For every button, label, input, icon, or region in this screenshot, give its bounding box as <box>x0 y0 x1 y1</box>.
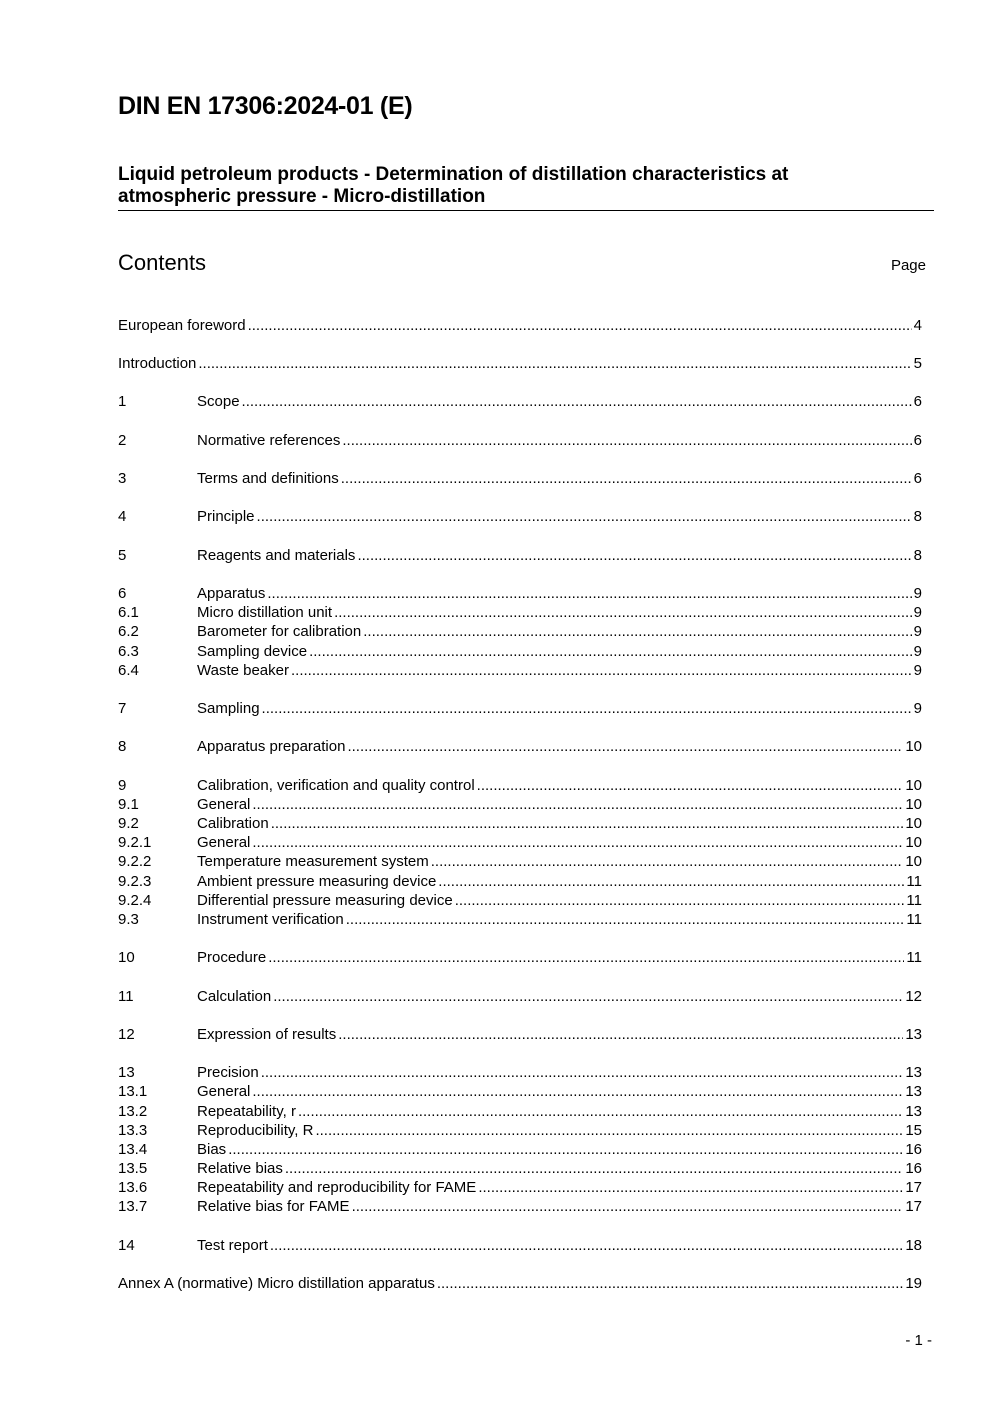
toc-entry-title: Differential pressure measuring device <box>197 892 453 909</box>
toc-entry-title: Sampling <box>197 700 260 717</box>
toc-dot-leader <box>437 1274 903 1293</box>
toc-entry[interactable] <box>118 603 922 622</box>
toc-dot-leader <box>270 1236 903 1255</box>
toc-entry-page: 10 <box>905 834 922 851</box>
toc-dot-leader <box>455 891 905 910</box>
toc-entry-title: Apparatus preparation <box>197 738 346 755</box>
toc-entry[interactable] <box>118 642 922 661</box>
toc-entry-page: 6 <box>913 432 922 449</box>
toc-dot-leader <box>271 814 904 833</box>
toc-entry-title: General <box>197 834 251 851</box>
toc-entry-number: 13.7 <box>118 1198 148 1215</box>
toc-entry-title: Annex A (normative) Micro distillation apparatus <box>118 1275 435 1292</box>
toc-entry-number: 9 <box>118 777 127 794</box>
toc-entry-title: Expression of results <box>197 1026 337 1043</box>
toc-dot-leader <box>338 1025 903 1044</box>
toc-dot-leader <box>341 469 912 488</box>
toc-entry-page: 10 <box>905 853 922 870</box>
toc-dot-leader <box>478 1178 903 1197</box>
toc-entry[interactable] <box>118 1140 922 1159</box>
toc-entry-title: Relative bias for FAME <box>197 1198 350 1215</box>
toc-entry[interactable] <box>118 891 922 910</box>
toc-entry-number: 9.2.3 <box>118 873 152 890</box>
toc-entry-title: Scope <box>197 393 240 410</box>
toc-entry-number: 13.1 <box>118 1083 148 1100</box>
toc-entry[interactable] <box>118 316 922 335</box>
toc-dot-leader <box>315 1121 903 1140</box>
toc-entry-title: Calibration <box>197 815 269 832</box>
toc-entry[interactable] <box>118 910 922 929</box>
toc-entry[interactable] <box>118 1121 922 1140</box>
toc-dot-leader <box>291 661 912 680</box>
toc-entry-page: 6 <box>913 470 922 487</box>
toc-entry-title: Procedure <box>197 949 267 966</box>
toc-entry-page: 8 <box>913 508 922 525</box>
toc-entry-page: 13 <box>905 1083 922 1100</box>
toc-entry-number: 6.3 <box>118 643 139 660</box>
toc-entry-page: 15 <box>905 1122 922 1139</box>
page-column-label: Page <box>890 257 926 274</box>
toc-dot-leader <box>334 603 912 622</box>
toc-entry-title: Repeatability and reproducibility for FAME <box>197 1179 477 1196</box>
page-number: - 1 - <box>905 1332 932 1349</box>
toc-entry-number: 13.5 <box>118 1160 148 1177</box>
toc-entry[interactable] <box>118 1063 922 1082</box>
toc-dot-leader <box>342 431 911 450</box>
toc-entry-title: Principle <box>197 508 255 525</box>
toc-entry-title: Reagents and materials <box>197 547 356 564</box>
toc-entry[interactable] <box>118 507 922 526</box>
toc-entry-title: Calibration, verification and quality control <box>197 777 475 794</box>
toc-entry-title: Precision <box>197 1064 259 1081</box>
toc-entry-page: 9 <box>913 662 922 679</box>
toc-dot-leader <box>477 776 904 795</box>
toc-dot-leader <box>248 316 912 335</box>
toc-entry-title: Test report <box>197 1237 268 1254</box>
toc-entry-page: 13 <box>905 1026 922 1043</box>
toc-entry-page: 6 <box>913 393 922 410</box>
toc-entry-title: Barometer for calibration <box>197 623 362 640</box>
toc-entry-page: 17 <box>905 1179 922 1196</box>
toc-entry-title: Bias <box>197 1141 227 1158</box>
toc-entry[interactable] <box>118 833 922 852</box>
toc-entry[interactable] <box>118 852 922 871</box>
toc-entry-title: Reproducibility, R <box>197 1122 314 1139</box>
toc-entry[interactable] <box>118 1159 922 1178</box>
toc-dot-leader <box>252 1082 903 1101</box>
toc-entry-number: 13.6 <box>118 1179 148 1196</box>
toc-entry[interactable] <box>118 814 922 833</box>
toc-dot-leader <box>252 833 903 852</box>
toc-entry-number: 5 <box>118 547 127 564</box>
toc-dot-leader <box>198 354 911 373</box>
toc-entry[interactable] <box>118 354 922 373</box>
toc-dot-leader <box>431 852 904 871</box>
toc-entry[interactable] <box>118 872 922 891</box>
toc-entry-title: Ambient pressure measuring device <box>197 873 437 890</box>
toc-dot-leader <box>252 795 903 814</box>
toc-entry-page: 17 <box>905 1198 922 1215</box>
toc-entry-number: 8 <box>118 738 127 755</box>
toc-entry-number: 6.1 <box>118 604 139 621</box>
toc-entry-number: 12 <box>118 1026 135 1043</box>
toc-entry-number: 9.1 <box>118 796 139 813</box>
toc-entry-number: 1 <box>118 393 127 410</box>
toc-entry-number: 13.2 <box>118 1103 148 1120</box>
toc-entry-title: Waste beaker <box>197 662 289 679</box>
toc-entry-page: 11 <box>906 949 922 966</box>
toc-dot-leader <box>267 584 911 603</box>
toc-entry-page: 13 <box>905 1103 922 1120</box>
toc-dot-leader <box>285 1159 903 1178</box>
toc-dot-leader <box>257 507 912 526</box>
toc-entry-number: 6 <box>118 585 127 602</box>
toc-entry-title: Introduction <box>118 355 197 372</box>
toc-entry[interactable] <box>118 469 922 488</box>
toc-entry-number: 13.4 <box>118 1141 148 1158</box>
toc-entry-title: Temperature measurement system <box>197 853 429 870</box>
toc-entry-page: 11 <box>906 911 922 928</box>
toc-entry-page: 11 <box>906 892 922 909</box>
title-rule <box>118 210 934 211</box>
toc-dot-leader <box>242 392 912 411</box>
toc-entry-page: 4 <box>913 317 922 334</box>
toc-dot-leader <box>438 872 904 891</box>
toc-entry-page: 10 <box>905 738 922 755</box>
toc-entry-number: 3 <box>118 470 127 487</box>
toc-entry-number: 6.2 <box>118 623 139 640</box>
toc-entry-number: 11 <box>118 988 134 1005</box>
toc-entry[interactable] <box>118 737 922 756</box>
toc-entry-number: 7 <box>118 700 127 717</box>
toc-dot-leader <box>352 1197 904 1216</box>
toc-entry[interactable] <box>118 1197 922 1216</box>
toc-entry[interactable] <box>118 1236 922 1255</box>
toc-entry[interactable] <box>118 1082 922 1101</box>
toc-entry-page: 9 <box>913 604 922 621</box>
toc-entry-title: Normative references <box>197 432 341 449</box>
toc-entry-title: Calculation <box>197 988 272 1005</box>
toc-dot-leader <box>268 948 904 967</box>
toc-dot-leader <box>309 642 912 661</box>
toc-entry[interactable] <box>118 1178 922 1197</box>
toc-entry-page: 13 <box>905 1064 922 1081</box>
toc-entry-page: 9 <box>913 623 922 640</box>
toc-entry-page: 9 <box>913 643 922 660</box>
toc-entry-number: 13 <box>118 1064 135 1081</box>
toc-entry-number: 6.4 <box>118 662 139 679</box>
toc-entry-number: 13.3 <box>118 1122 148 1139</box>
toc-entry[interactable] <box>118 584 922 603</box>
toc-entry-number: 10 <box>118 949 135 966</box>
toc-dot-leader <box>261 1063 904 1082</box>
toc-entry-number: 9.2.4 <box>118 892 152 909</box>
toc-entry-page: 16 <box>905 1160 922 1177</box>
toc-entry[interactable] <box>118 1102 922 1121</box>
toc-entry-number: 2 <box>118 432 127 449</box>
toc-entry-number: 9.2 <box>118 815 139 832</box>
toc-entry-title: Repeatability, r <box>197 1103 296 1120</box>
toc-entry-page: 18 <box>905 1237 922 1254</box>
toc-entry[interactable] <box>118 622 922 641</box>
toc-entry-title: Instrument verification <box>197 911 344 928</box>
document-title: Liquid petroleum products - Determination of distillation characteristics at atmospheric pressure - Micro-distillation <box>118 164 789 207</box>
toc-entry-page: 10 <box>905 777 922 794</box>
contents-heading: Contents <box>118 250 207 275</box>
toc-entry-page: 9 <box>913 700 922 717</box>
toc-entry-title: Sampling device <box>197 643 308 660</box>
toc-dot-leader <box>298 1102 903 1121</box>
toc-entry-title: Relative bias <box>197 1160 283 1177</box>
toc-dot-leader <box>363 622 911 641</box>
toc-entry-title: General <box>197 1083 251 1100</box>
toc-entry-page: 11 <box>906 873 922 890</box>
toc-entry[interactable] <box>118 1274 922 1293</box>
toc-entry-page: 19 <box>905 1275 922 1292</box>
toc-entry[interactable] <box>118 948 922 967</box>
toc-entry-title: European foreword <box>118 317 246 334</box>
toc-entry-number: 4 <box>118 508 127 525</box>
toc-entry-page: 12 <box>905 988 922 1005</box>
toc-entry-page: 10 <box>905 796 922 813</box>
toc-entry[interactable] <box>118 987 922 1006</box>
toc-dot-leader <box>273 987 903 1006</box>
toc-entry[interactable] <box>118 699 922 718</box>
toc-entry[interactable] <box>118 392 922 411</box>
toc-entry-title: Apparatus <box>197 585 266 602</box>
toc-dot-leader <box>346 910 905 929</box>
toc-entry[interactable] <box>118 795 922 814</box>
toc-entry-number: 9.3 <box>118 911 139 928</box>
toc-entry-number: 14 <box>118 1237 135 1254</box>
toc-entry-number: 9.2.2 <box>118 853 152 870</box>
toc-entry-page: 5 <box>913 355 922 372</box>
toc-dot-leader <box>357 546 911 565</box>
toc-entry[interactable] <box>118 546 922 565</box>
toc-entry[interactable] <box>118 776 922 795</box>
toc-entry-page: 9 <box>913 585 922 602</box>
toc-entry-title: Micro distillation unit <box>197 604 333 621</box>
toc-dot-leader <box>262 699 912 718</box>
toc-entry[interactable] <box>118 661 922 680</box>
toc-entry[interactable] <box>118 431 922 450</box>
toc-entry-page: 8 <box>913 547 922 564</box>
toc-entry-page: 10 <box>905 815 922 832</box>
toc-entry-title: Terms and definitions <box>197 470 339 487</box>
toc-dot-leader <box>347 737 903 756</box>
toc-entry-title: General <box>197 796 251 813</box>
toc-entry-page: 16 <box>905 1141 922 1158</box>
toc-entry[interactable] <box>118 1025 922 1044</box>
toc-entry-number: 9.2.1 <box>118 834 152 851</box>
toc-dot-leader <box>228 1140 903 1159</box>
document-id: DIN EN 17306:2024-01 (E) <box>118 92 413 120</box>
